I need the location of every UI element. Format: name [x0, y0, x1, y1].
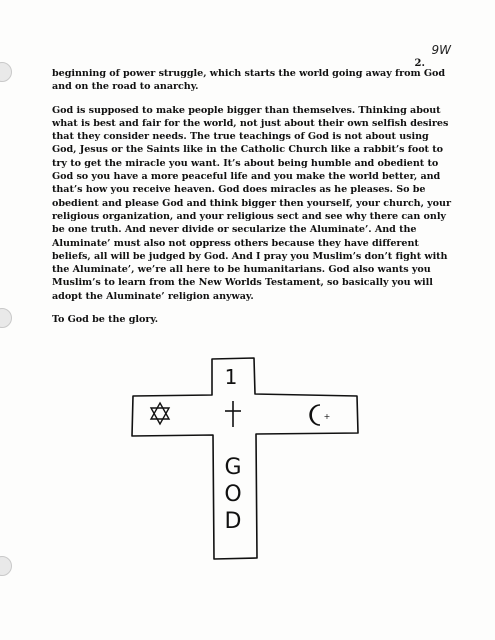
page-number: 2.	[414, 58, 425, 69]
cross-outline	[132, 358, 358, 559]
cross-drawing	[130, 356, 360, 561]
svg-text:+: +	[323, 412, 331, 421]
cross-letter: G	[224, 455, 242, 480]
star-of-david-icon	[151, 403, 169, 424]
paragraph: To God be the glory.	[52, 314, 159, 326]
crescent-icon	[310, 405, 330, 425]
cross-letter: D	[224, 509, 242, 534]
body-text	[52, 67, 452, 336]
paragraph: beginning of power struggle, which starts the world going away from God and on the road to anarchy.	[52, 68, 445, 93]
christian-cross-icon	[225, 401, 241, 427]
cross-letter: O	[224, 482, 242, 507]
cross-top-label: 1	[224, 365, 238, 389]
punch-hole	[0, 556, 12, 576]
punch-hole	[0, 308, 12, 328]
punch-hole	[0, 62, 12, 82]
paragraph: God is supposed to make people bigger than themselves. Thinking about what is best and fair for the world, not just about their own selfish desires that they consider needs. The true teachings of God is not about using God, Jesus or the Saints like in the Catholic Church like a rabbit’s foot to try to get the miracle you want. It’s about being humble and obedient to God so you have a more peaceful life and you make the world better, and that’s how you receive heaven. God does miracles as he pleases. So be obedient and please God and think bigger then yourself, your church, your religious organization, and your religious sect and see why there can only be one truth. And never divide or secularize the Aluminate’. And the Aluminate’ must also not oppress others because they have different beliefs, all will be judged by God. And I pray you Muslim’s don’t fight with the Aluminate’, we’re all here to be humanitarians. God also wants you Muslim’s to learn from the New Worlds Testament, so basically you will adopt the Aluminate’ religion anyway.	[52, 104, 451, 302]
handwritten-page-mark: 9W	[431, 43, 451, 57]
